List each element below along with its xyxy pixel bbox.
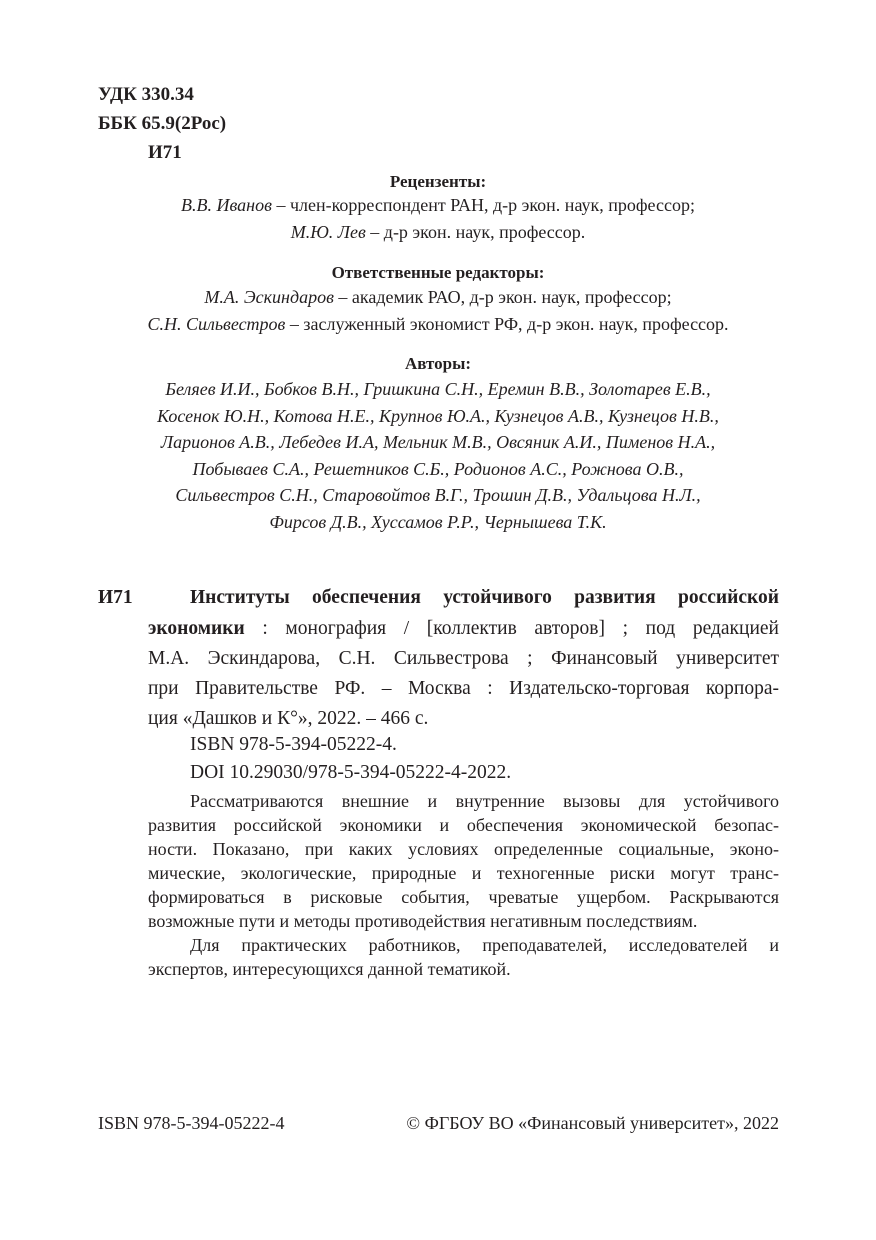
annotation-line: ности. Показано, при каких условиях определенные социальные, эконо- (148, 839, 779, 859)
reviewers-title: Рецензенты: (389, 172, 487, 191)
entry-doi: DOI 10.29030/978-5-394-05222-4-2022. (190, 762, 512, 783)
annotation-line: Рассматриваются внешние и внутренние вызовы для устойчивого (190, 791, 779, 811)
authors-line: Ларионов А.В., Лебедев И.А, Мельник М.В., Овсяник А.И., Пименов Н.А., (160, 432, 716, 452)
annotation-line: формироваться в рисковые события, чреватые ущербом. Раскрываются (148, 887, 779, 907)
editors-title: Ответственные редакторы: (331, 263, 545, 282)
editor-desc: – академик РАО, д-р экон. наук, профессор; (333, 287, 672, 307)
author-mark-code: И71 (148, 142, 182, 163)
entry-title-line (148, 618, 779, 640)
reviewer-line (0, 222, 876, 243)
editor-line (0, 287, 876, 308)
reviewer-desc: – д-р экон. наук, профессор. (365, 222, 586, 242)
entry-details: : монография / [коллектив авторов] ; под редакцией (244, 618, 779, 639)
reviewer-name: В.В. Иванов (181, 195, 272, 215)
entry-line: М.А. Эскиндарова, С.Н. Сильвестрова ; Финансовый университет (148, 648, 779, 669)
editor-desc: – заслуженный экономист РФ, д-р экон. наук, профессор. (285, 314, 729, 334)
entry-isbn: ISBN 978-5-394-05222-4. (190, 734, 397, 755)
entry-line: ция «Дашков и К°», 2022. – 466 с. (148, 708, 429, 729)
annotation-line: возможные пути и методы противодействия негативным последствиям. (148, 911, 698, 931)
reviewer-name: М.Ю. Лев (290, 222, 366, 242)
annotation-line: Для практических работников, преподавателей, исследователей и (190, 935, 779, 955)
entry-title-line: Институты обеспечения устойчивого развития российской (190, 587, 779, 608)
udk-code: УДК 330.34 (98, 84, 194, 105)
reviewer-desc: – член-корреспондент РАН, д-р экон. наук, профессор; (271, 195, 695, 215)
annotation-line: мические, экологические, природные и техногенные риски могут транс- (148, 863, 779, 883)
authors-line: Сильвестров С.Н., Старовойтов В.Г., Трошин Д.В., Удальцова Н.Л., (175, 485, 701, 505)
authors-line: Беляев И.И., Бобков В.Н., Гришкина С.Н., Еремин В.В., Золотарев Е.В., (165, 379, 711, 399)
footer-copyright: © ФГБОУ ВО «Финансовый университет», 2022 (406, 1113, 779, 1133)
authors-line: Фирсов Д.В., Хуссамов Р.Р., Чернышева Т.К. (269, 512, 607, 532)
editor-line (0, 314, 876, 335)
entry-line: при Правительстве РФ. – Москва : Издательско-торговая корпора- (148, 678, 779, 699)
authors-title: Авторы: (404, 354, 472, 373)
annotation-line: развития российской экономики и обеспечения экономической безопас- (148, 815, 779, 835)
entry-code: И71 (98, 587, 133, 608)
reviewer-line (0, 195, 876, 216)
editor-name: М.А. Эскиндаров (204, 287, 334, 307)
footer-isbn: ISBN 978-5-394-05222-4 (98, 1113, 285, 1133)
bbk-code: ББК 65.9(2Рос) (98, 113, 227, 134)
authors-line: Косенок Ю.Н., Котова Н.Е., Крупнов Ю.А., Кузнецов А.В., Кузнецов Н.В., (157, 406, 719, 426)
annotation-line: экспертов, интересующихся данной тематикой. (148, 959, 511, 979)
editor-name: С.Н. Сильвестров (147, 314, 286, 334)
entry-title-end: экономики (148, 618, 245, 639)
authors-line: Побываев С.А., Решетников С.Б., Родионов А.С., Рожнова О.В., (192, 459, 684, 479)
